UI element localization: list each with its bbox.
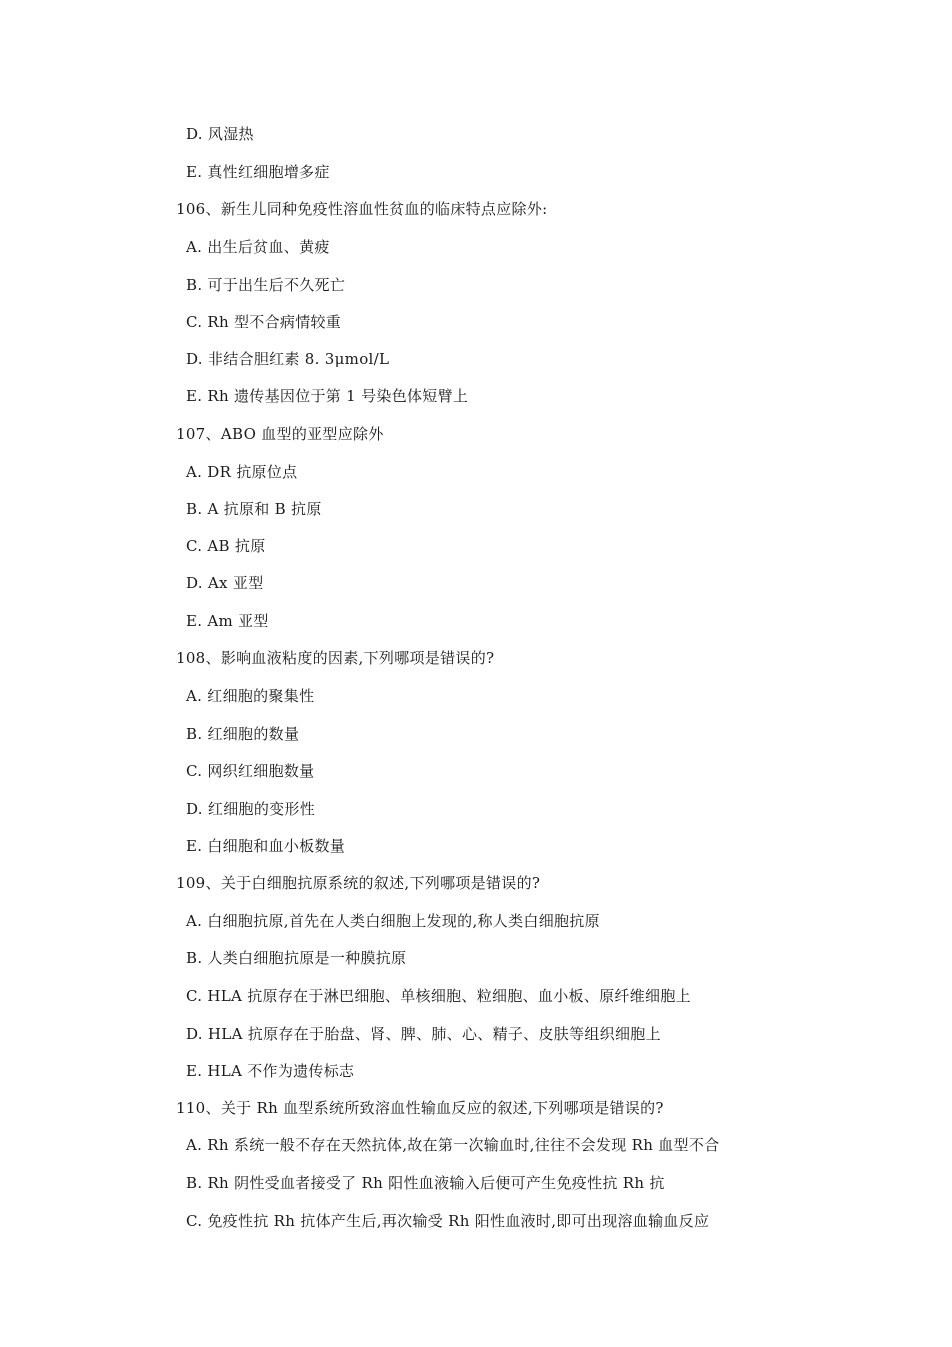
option-line: E. 真性红细胞增多症 [186, 163, 330, 181]
option-line: E. Rh 遗传基因位于第 1 号染色体短臂上 [186, 387, 469, 405]
option-line: E. HLA 不作为遗传标志 [186, 1062, 355, 1080]
option-line: A. DR 抗原位点 [186, 463, 298, 481]
option-line: C. Rh 型不合病情较重 [186, 313, 342, 331]
option-line: B. 可于出生后不久死亡 [186, 276, 346, 294]
option-line: A. 出生后贫血、黄疲 [186, 238, 330, 256]
option-line: A. 红细胞的聚集性 [186, 687, 315, 705]
option-line: E. 白细胞和血小板数量 [186, 837, 346, 855]
option-line: C. HLA 抗原存在于淋巴细胞、单核细胞、粒细胞、血小板、原纤维细胞上 [186, 987, 691, 1005]
question-line: 109、关于白细胞抗原系统的叙述,下列哪项是错误的? [176, 874, 541, 892]
option-line: D. 红细胞的变形性 [186, 800, 316, 818]
option-line: C. AB 抗原 [186, 537, 266, 555]
question-line: 108、影响血液粘度的因素,下列哪项是错误的? [176, 649, 495, 667]
option-line: D. 风湿热 [186, 125, 254, 143]
option-line: B. 红细胞的数量 [186, 725, 300, 743]
option-line: C. 网织红细胞数量 [186, 762, 315, 780]
option-line: B. 人类白细胞抗原是一种膜抗原 [186, 949, 407, 967]
option-line: A. 白细胞抗原,首先在人类白细胞上发现的,称人类白细胞抗原 [186, 912, 600, 930]
option-line: D. 非结合胆红素 8. 3μmol/L [186, 350, 390, 368]
option-line: D. HLA 抗原存在于胎盘、肾、脾、肺、心、精子、皮肤等组织细胞上 [186, 1025, 661, 1043]
question-line: 110、关于 Rh 血型系统所致溶血性输血反应的叙述,下列哪项是错误的? [176, 1099, 664, 1117]
option-line: E. Am 亚型 [186, 612, 269, 630]
option-line: C. 免疫性抗 Rh 抗体产生后,再次输受 Rh 阳性血液时,即可出现溶血输血反应 [186, 1212, 710, 1230]
option-line: D. Ax 亚型 [186, 574, 264, 592]
question-line: 106、新生儿同种免疫性溶血性贫血的临床特点应除外: [176, 200, 548, 218]
option-line: B. Rh 阴性受血者接受了 Rh 阳性血液输入后便可产生免疫性抗 Rh 抗 [186, 1174, 665, 1192]
option-line: A. Rh 系统一般不存在天然抗体,故在第一次输血时,往往不会发现 Rh 血型不合 [186, 1136, 720, 1154]
option-line: B. A 抗原和 B 抗原 [186, 500, 322, 518]
question-line: 107、ABO 血型的亚型应除外 [176, 425, 384, 443]
